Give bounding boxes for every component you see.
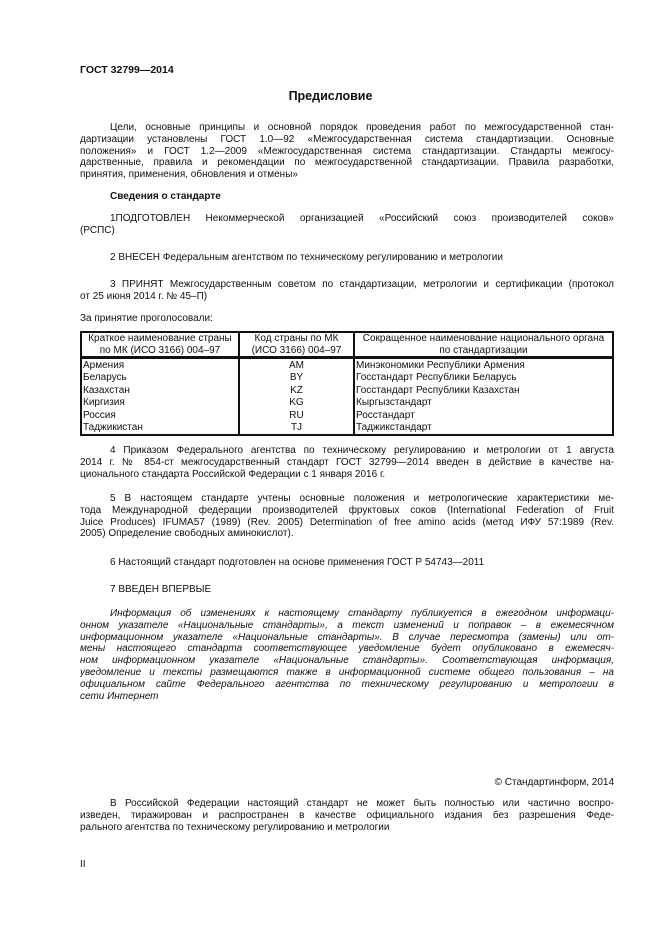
text-line: мены настоящего стандарта соответствующее уведомление будет опубликовано в ежемесяч- bbox=[80, 643, 614, 655]
column-header: Сокращенное наименование национального органа по стандартизации bbox=[354, 332, 613, 358]
text-line: ном информационном указателе «Национальные стандарты». Соответствующая информация, bbox=[80, 655, 614, 667]
text-line: 7 ВВЕДЕН ВПЕРВЫЕ bbox=[110, 584, 212, 595]
country-code: KZ bbox=[239, 384, 354, 397]
text-line: 2014 г. № 854-ст межгосударственный стандарт ГОСТ 32799—2014 введен в действие в качестве на- bbox=[80, 456, 614, 468]
text-line: принятия, применения, обновления и отмены» bbox=[80, 169, 298, 181]
item-4 bbox=[80, 445, 614, 480]
text-line: 1ПОДГОТОВЛЕН Некоммерческой организацией «Российский союз производителей соков» bbox=[110, 213, 614, 224]
country-name: Казахстан bbox=[81, 384, 239, 397]
text-line: онном указателе «Национальные стандарты», а текст изменений и поправок – в ежемесячном bbox=[80, 619, 614, 631]
country-name: Беларусь bbox=[81, 372, 239, 385]
item-3 bbox=[80, 279, 614, 303]
column-header: Краткое наименование страны по МК (ИСО 3166) 004–97 bbox=[81, 332, 239, 358]
text-line: 2 ВНЕСЕН Федеральным агентством по техническому регулированию и метрологии bbox=[110, 252, 503, 263]
text-line: положения» и ГОСТ 1.2—2009 «Межгосударственная система стандартизации. Стандарты межгосу- bbox=[80, 145, 614, 157]
section-heading bbox=[80, 191, 614, 203]
standards-body: Минэкономики Республики Армения bbox=[354, 358, 613, 372]
item-6 bbox=[80, 557, 614, 569]
country-name: Армения bbox=[81, 358, 239, 372]
vote-label: За принятие проголосовали: bbox=[80, 313, 213, 324]
standards-body: Госстандарт Республики Беларусь bbox=[354, 372, 613, 385]
standards-body: Таджикстандарт bbox=[354, 422, 613, 436]
text-line: Информация об изменениях к настоящему стандарту публикуется в ежегодном информаци- bbox=[110, 608, 614, 619]
text-line: уведомление и тексты размещаются также в информационной системе общего пользования – на bbox=[80, 666, 614, 678]
item-7 bbox=[80, 584, 614, 596]
table-row bbox=[81, 409, 613, 422]
country-code: RU bbox=[239, 409, 354, 422]
text-line: сети Интернет bbox=[80, 690, 159, 702]
text-line: дартизации установлены ГОСТ 1.0—92 «Межгосударственная система стандартизации. Основные bbox=[80, 133, 614, 145]
item-5 bbox=[80, 493, 614, 540]
text-line: рального агентства по техническому регулированию и метрологии bbox=[80, 821, 390, 833]
document-header: ГОСТ 32799—2014 bbox=[80, 64, 174, 76]
country-name: Россия bbox=[81, 409, 239, 422]
text-line: информационном указателе «Национальные стандарты». В случае пересмотра (замены) или от- bbox=[80, 631, 614, 643]
text-line: от 25 июня 2014 г. № 45–П) bbox=[80, 290, 208, 302]
country-code: TJ bbox=[239, 422, 354, 436]
table-row bbox=[81, 358, 613, 372]
copyright: © Стандартинформ, 2014 bbox=[494, 777, 614, 788]
column-header: Код страны по МК (ИСО 3166) 004–97 bbox=[239, 332, 354, 358]
text-line: В Российской Федерации настоящий стандарт не может быть полностью или частично воспро- bbox=[110, 798, 614, 809]
standards-body: Кыргызстандарт bbox=[354, 397, 613, 410]
page-title: Предисловие bbox=[288, 89, 373, 103]
text-line: официальном сайте Федерального агентства по техническому регулированию и метрологии в bbox=[80, 678, 614, 690]
text-line: 2005) Определение свободных аминокислот). bbox=[80, 528, 294, 540]
text-line: изведен, тиражирован и распространен в качестве официального издания без разрешения Феде- bbox=[80, 809, 614, 821]
table-row bbox=[81, 372, 613, 385]
text-line: 6 Настоящий стандарт подготовлен на основе применения ГОСТ Р 54743—2011 bbox=[110, 557, 485, 568]
voting-table bbox=[80, 331, 614, 436]
table-row bbox=[81, 397, 613, 410]
country-name: Таджикистан bbox=[81, 422, 239, 436]
rights-paragraph bbox=[80, 798, 614, 833]
text-line: 5 В настоящем стандарте учтены основные положения и метрологические характеристики ме- bbox=[110, 493, 614, 504]
country-code: AM bbox=[239, 358, 354, 372]
standards-body: Госстандарт Республики Казахстан bbox=[354, 384, 613, 397]
text-line: тода Международной федерации производителей фруктовых соков (International Federation of Fruit bbox=[80, 504, 614, 516]
page-number: II bbox=[80, 859, 86, 870]
text-line: 4 Приказом Федерального агентства по техническому регулированию и метрологии от 1 августа bbox=[110, 445, 614, 456]
foreword-paragraph bbox=[80, 122, 614, 181]
text-line: Цели, основные принципы и основной порядок проведения работ по межгосударственной стан- bbox=[110, 122, 614, 133]
standards-body: Росстандарт bbox=[354, 409, 613, 422]
table-row bbox=[81, 384, 613, 397]
table-row bbox=[81, 422, 613, 436]
country-name: Киргизия bbox=[81, 397, 239, 410]
item-1 bbox=[80, 213, 614, 237]
notice-paragraph bbox=[80, 608, 614, 702]
text-line: дарственные, правила и рекомендации по межгосударственной стандартизации. Правила разработки, bbox=[80, 157, 614, 169]
text-line: Juice Produces) IFUMA57 (1989) (Rev. 2005) Determination of free amino acids (метод ИФУ 57:1989 (Rev. bbox=[80, 516, 614, 528]
text-line: ционального стандарта Российской Федерации с 1 января 2016 г. bbox=[80, 468, 386, 480]
item-2 bbox=[80, 252, 614, 264]
country-code: BY bbox=[239, 372, 354, 385]
text-line: Сведения о стандарте bbox=[110, 191, 221, 202]
text-line: (РСПС) bbox=[80, 224, 115, 236]
text-line: 3 ПРИНЯТ Межгосударственным советом по стандартизации, метрологии и сертификации (протокол bbox=[110, 279, 614, 290]
country-code: KG bbox=[239, 397, 354, 410]
